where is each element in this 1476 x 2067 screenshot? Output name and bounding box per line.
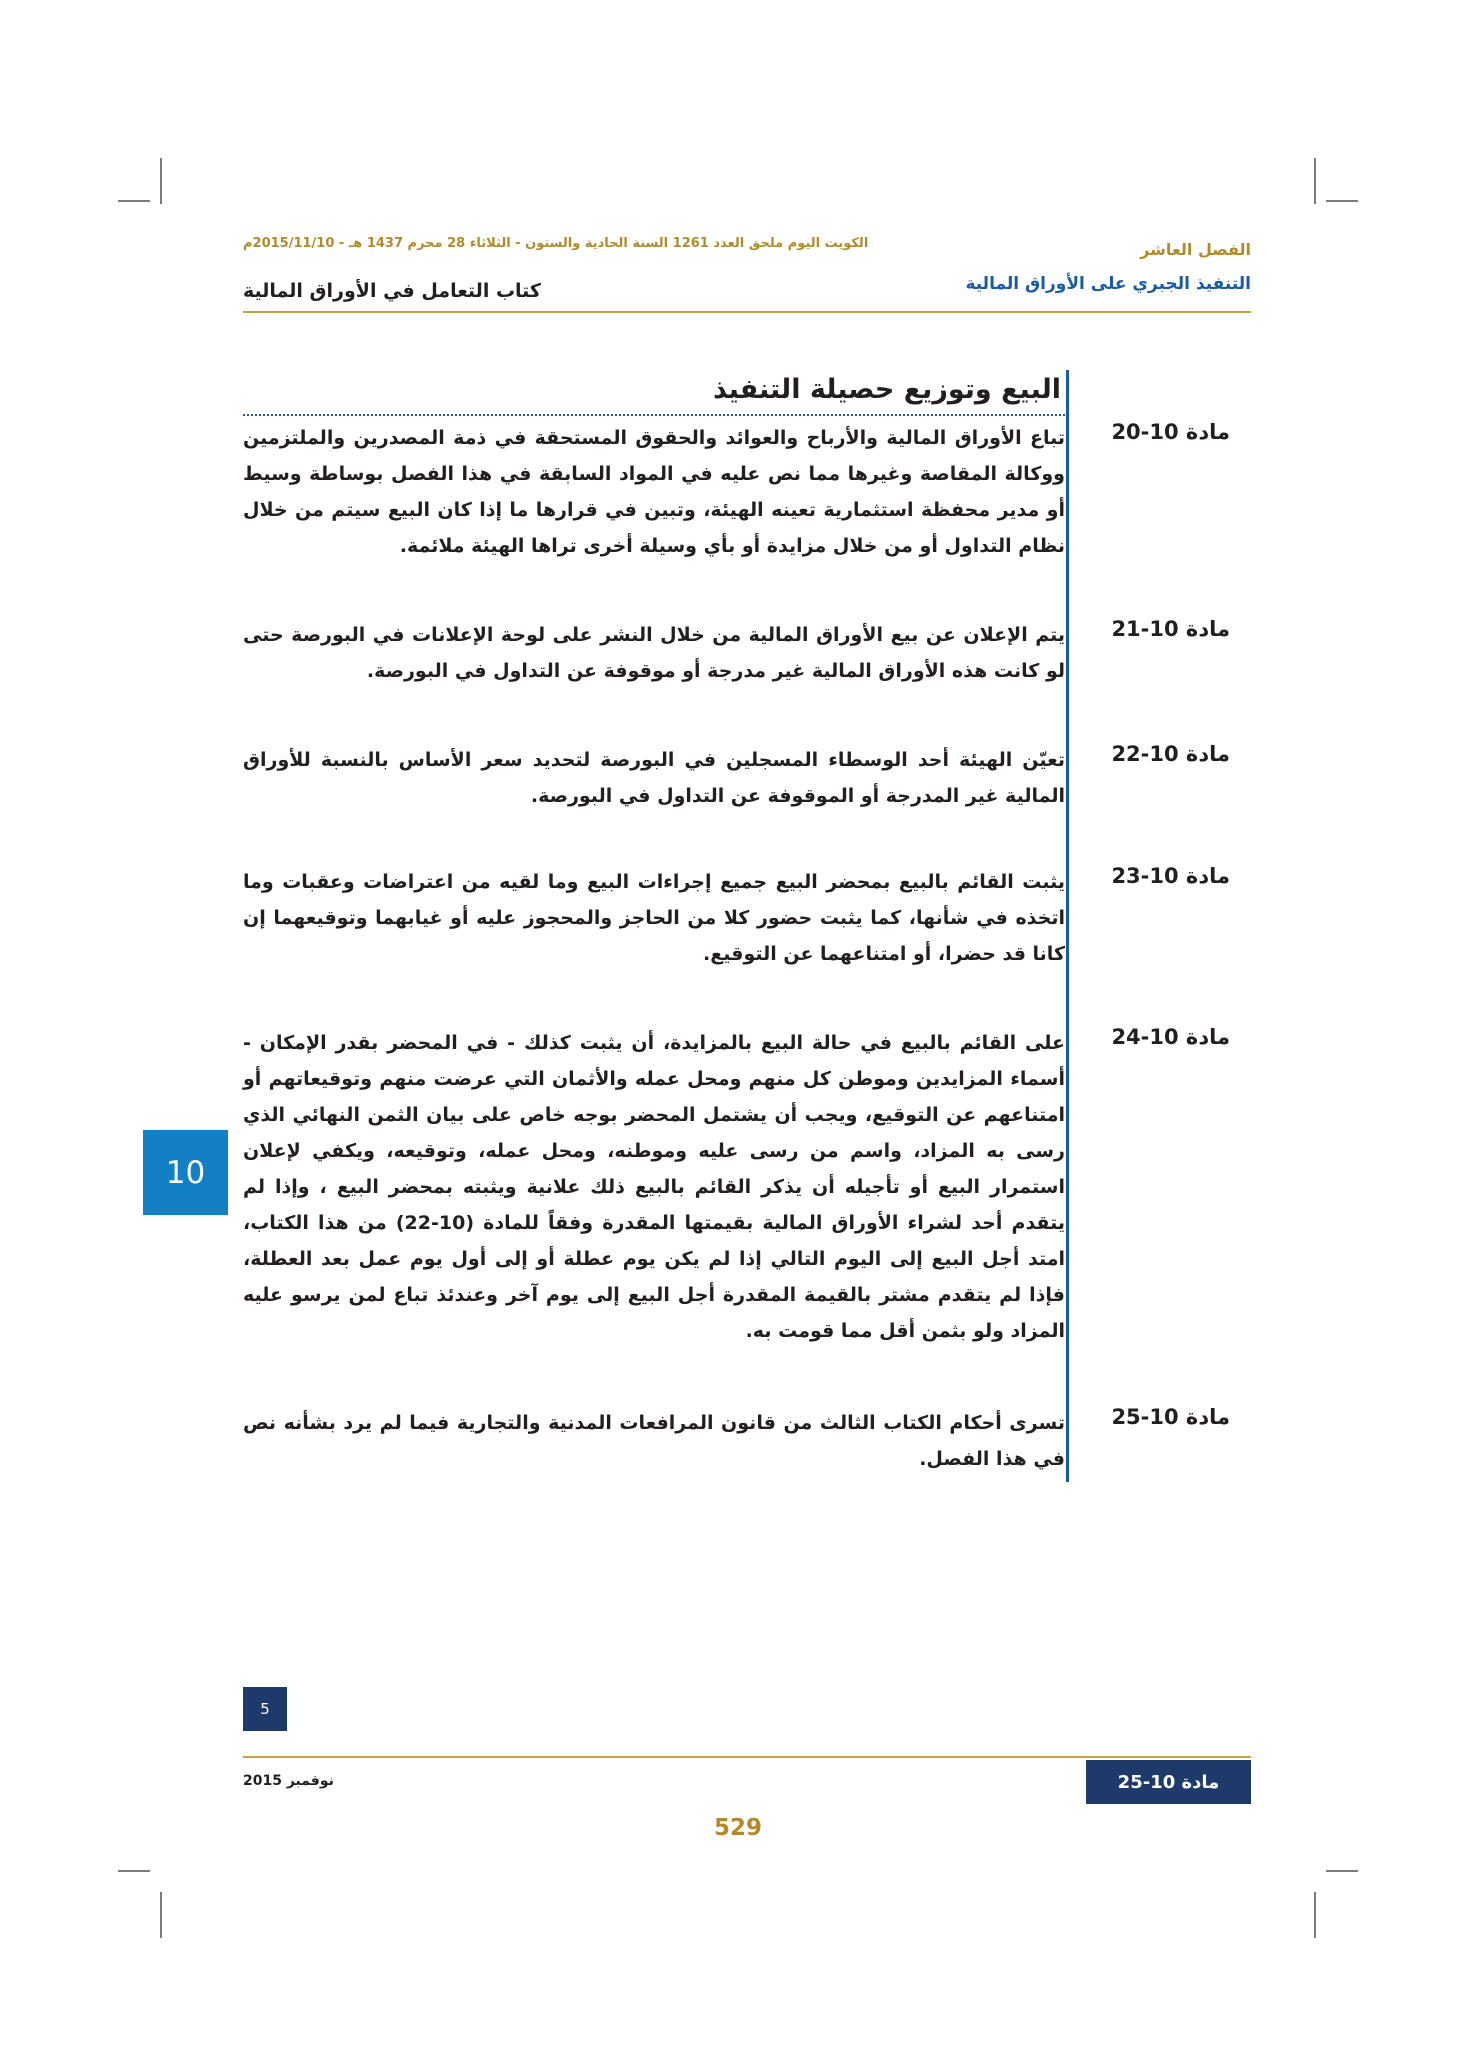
footer-date: نوفمبر 2015 [243, 1773, 334, 1789]
article-label-24: مادة 10-24 [1111, 1025, 1230, 1049]
gazette-line: الكويت اليوم ملحق العدد 1261 السنة الحادية والستون - الثلاثاء 28 محرم 1437 هـ - 2015/11/10م [243, 236, 869, 251]
page-number: 529 [713, 1815, 762, 1841]
book-title: كتاب التعامل في الأوراق المالية [243, 280, 541, 302]
section-divider [243, 414, 1065, 416]
header-divider [243, 311, 1251, 313]
section-title: البيع وتوزيع حصيلة التنفيذ [712, 374, 1061, 405]
article-label-23: مادة 10-23 [1111, 864, 1230, 888]
chapter-tab: 10 [143, 1130, 228, 1215]
column-divider [1066, 370, 1069, 1482]
footer-article-range: مادة 10-25 [1086, 1760, 1251, 1804]
crop-mark [1314, 1892, 1316, 1938]
footer-divider [243, 1756, 1251, 1758]
article-text-23: يثبت القائم بالبيع بمحضر البيع جميع إجراءات البيع وما لقيه من اعتراضات وعقبات وما اتخذه في شأنها، كما يثبت حضور كلا من الحاجز والمحجوز عليه أو غيابهما وتوقيعهما إن كانا قد حضرا، أو امتناعهما عن التوقيع. [243, 871, 1065, 965]
article-text-20: تباع الأوراق المالية والأرباح والعوائد والحقوق المستحقة في ذمة المصدرين والملتزمين ووكالة المقاصة وغيرها مما نص عليه في المواد السابقة في هذا الفصل بوساطة وسيط أو مدير محفظة استثمارية تعينه الهيئة، وتبين في قرارها ما إذا كان البيع سيتم من خلال نظام التداول أو من خلال مزايدة أو بأي وسيلة أخرى تراها الهيئة ملائمة. [243, 427, 1065, 557]
article-text-21: يتم الإعلان عن بيع الأوراق المالية من خلال النشر على لوحة الإعلانات في البورصة حتى لو كانت هذه الأوراق المالية غير مدرجة أو موقوفة عن التداول في البورصة. [243, 624, 1065, 682]
crop-mark [118, 200, 150, 202]
chapter-title: التنفيذ الجبري على الأوراق المالية [965, 274, 1251, 294]
page-box: 5 [243, 1687, 287, 1731]
crop-mark [160, 158, 162, 204]
article-label-25: مادة 10-25 [1111, 1405, 1230, 1429]
chapter-label: الفصل العاشر [1140, 240, 1251, 259]
crop-mark [1314, 158, 1316, 204]
article-text-22: تعيّن الهيئة أحد الوسطاء المسجلين في البورصة لتحديد سعر الأساس بالنسبة للأوراق المالية غير المدرجة أو الموقوفة عن التداول في البورصة. [243, 749, 1065, 807]
article-label-21: مادة 10-21 [1111, 617, 1230, 641]
crop-mark [1326, 200, 1358, 202]
crop-mark [160, 1892, 162, 1938]
crop-mark [1326, 1870, 1358, 1872]
article-text-25: تسرى أحكام الكتاب الثالث من قانون المرافعات المدنية والتجارية فيما لم يرد بشأنه نص في هذا الفصل. [243, 1412, 1065, 1470]
crop-mark [118, 1870, 150, 1872]
article-label-22: مادة 10-22 [1111, 742, 1230, 766]
article-text-24: على القائم بالبيع في حالة البيع بالمزايدة، أن يثبت كذلك - في المحضر بقدر الإمكان - أسماء المزايدين وموطن كل منهم ومحل عمله والأثمان التي عرضت منهم وتوقيعاتهم أو امتناعهم عن التوقيع، ويجب أن يشتمل المحضر بوجه خاص على بيان الثمن النهائي الذي رسى به المزاد، واسم من رسى عليه وموطنه، ومحل عمله، وتوقيعه، ويكفي لإعلان استمرار البيع أو تأجيله أن يذكر القائم بالبيع ذلك علانية ويثبته بمحضر البيع ، وإذا لم يتقدم أحد لشراء الأوراق المالية بقيمتها المقدرة وفقاً للمادة (10-22) من هذا الكتاب، امتد أجل البيع إلى اليوم التالي إذا لم يكن يوم عطلة أو إلى أول يوم عمل بعد العطلة، فإذا لم يتقدم مشتر بالقيمة المقدرة أجل البيع إلى يوم آخر وعندئذ تباع لمن يرسو عليه المزاد ولو بثمن أقل مما قومت به. [243, 1032, 1065, 1342]
article-label-20: مادة 10-20 [1111, 420, 1230, 444]
